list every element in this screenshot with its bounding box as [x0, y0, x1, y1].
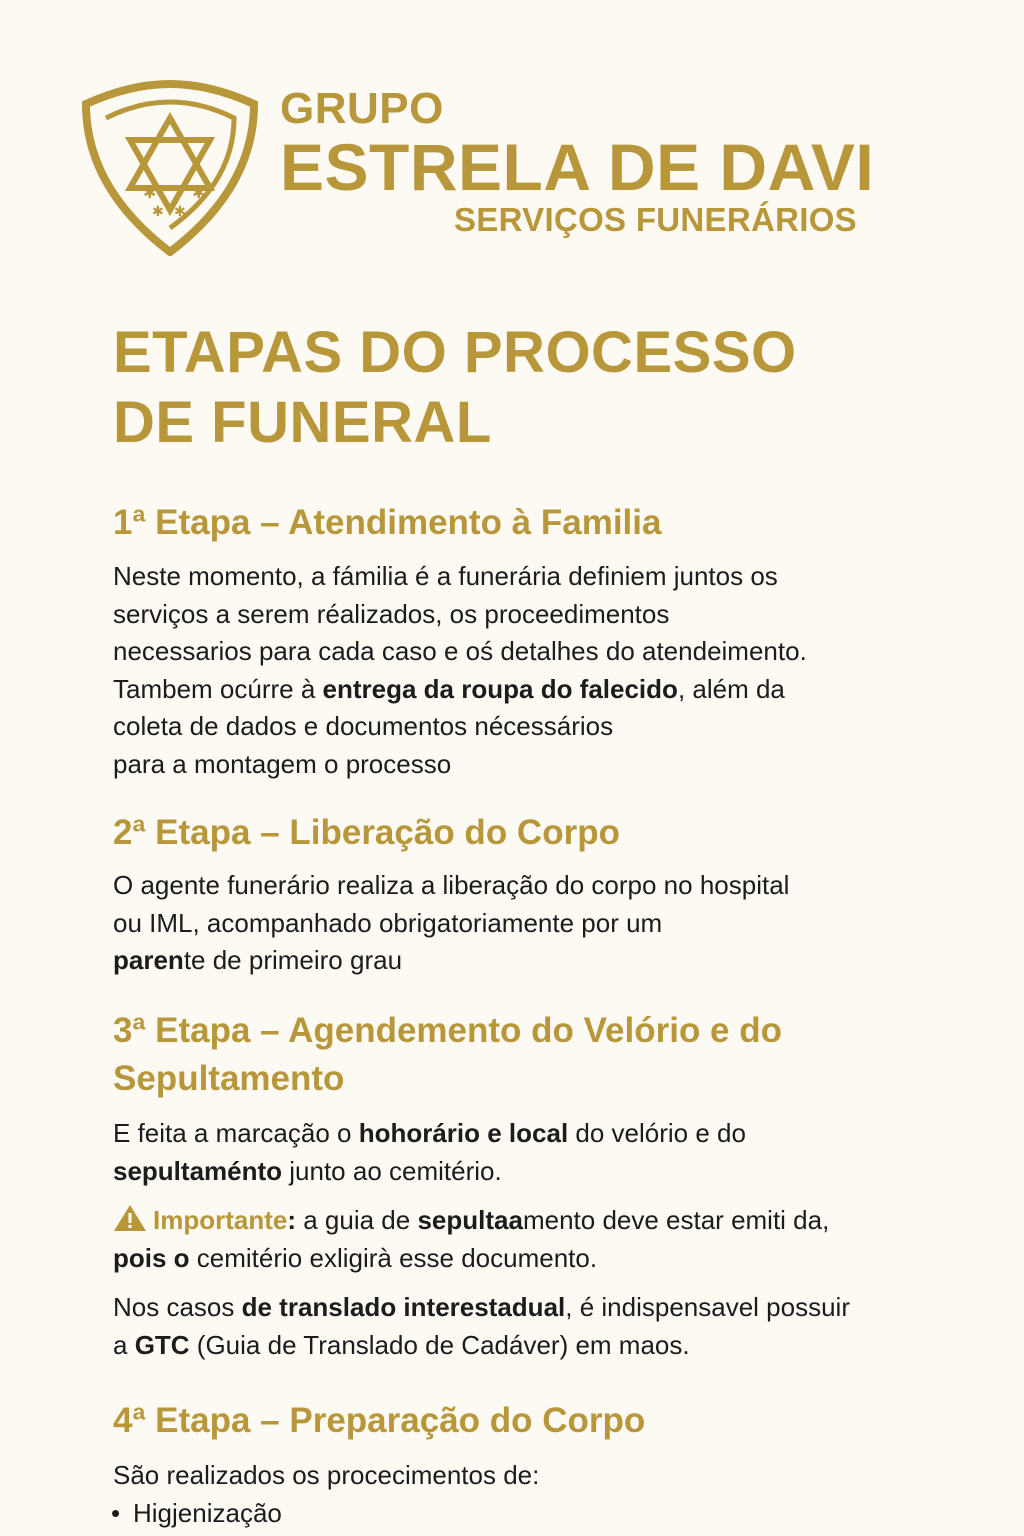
- step-1-line4-post: , além da: [677, 673, 785, 704]
- step-2-heading: 2ª Etapa – Liberação do Corpo: [113, 813, 620, 852]
- brand-tagline: SERVIÇOS FUNERÁRIOS: [454, 201, 857, 238]
- step-2-text: [113, 867, 973, 980]
- step-3-line: [113, 1153, 973, 1191]
- translado-post: , é indispensavel possuir: [565, 1292, 850, 1322]
- translado-bold: de translado interestadual: [241, 1292, 566, 1322]
- important-line: [113, 1202, 973, 1240]
- translado-line2-post: (Guia de Translado de Cadáver) em maos.: [189, 1329, 690, 1360]
- translado-note: [113, 1289, 973, 1364]
- important-line: [113, 1240, 973, 1278]
- list-item: [111, 1495, 973, 1532]
- step-3-p1-pre: E feita a marcação o: [113, 1118, 359, 1148]
- translado-line: [113, 1289, 973, 1327]
- list-item-label: Higjenização: [133, 1497, 282, 1528]
- svg-text:✱: ✱: [192, 183, 206, 202]
- step-1-line: [113, 671, 973, 709]
- step-1-line: coleta de dados e documentos nécessários: [113, 711, 614, 741]
- step-2-line: [113, 942, 973, 980]
- step-4: [113, 1397, 973, 1532]
- step-3-p1-bold: hohorário e local: [358, 1118, 569, 1148]
- step-4-list: [111, 1495, 973, 1532]
- important-line2-bold: pois o: [113, 1242, 190, 1273]
- step-3-p1-line2-post: junto ao cemitério.: [282, 1155, 502, 1186]
- step-1-line: para a montagem o processo: [113, 748, 452, 779]
- header: [80, 78, 960, 258]
- svg-text:✱: ✱: [174, 204, 186, 220]
- page-title-line2: DE FUNERAL: [113, 390, 492, 455]
- step-1-line4-pre: Tambem ocúrre à: [113, 673, 323, 704]
- important-colon: :: [287, 1205, 297, 1235]
- important-line2-post: cemitério exligirà esse documento.: [189, 1242, 598, 1273]
- brand: [280, 84, 980, 240]
- translado-line2-pre: a: [113, 1329, 135, 1360]
- step-3-line: [113, 1115, 973, 1153]
- shield-star-of-david-icon: [80, 78, 260, 256]
- step-4-intro: São realizados os procecimentos de:: [113, 1460, 540, 1490]
- step-4-heading: 4ª Etapa – Preparação do Corpo: [113, 1401, 646, 1440]
- step-3-heading-line2: Sepultamento: [113, 1059, 345, 1098]
- svg-text:✱: ✱: [152, 204, 164, 220]
- step-3-heading: [113, 1007, 973, 1103]
- step-3: [113, 1007, 973, 1364]
- page-title-line1: ETAPAS DO PROCESSO: [113, 320, 797, 385]
- step-3-p1-line2-bold: sepultaménto: [113, 1155, 283, 1186]
- step-1-text: [113, 558, 973, 783]
- important-label: Importante: [153, 1205, 288, 1235]
- step-2-line3-post: te de primeiro grau: [183, 945, 403, 975]
- step-2-line3-bold: paren: [113, 945, 184, 975]
- warning-triangle-icon: [113, 1204, 147, 1232]
- important-bold: sepultaa: [417, 1205, 523, 1235]
- step-1-line4-bold: entrega da roupa do falecido: [322, 673, 678, 704]
- step-2: [113, 809, 973, 980]
- gtc-label: GTC: [134, 1329, 190, 1360]
- page-title: [113, 318, 973, 458]
- brand-group-label: GRUPO: [280, 84, 444, 133]
- translado-line: [113, 1327, 973, 1365]
- step-3-heading-line1: 3ª Etapa – Agendemento do Velório e do: [113, 1011, 782, 1050]
- step-3-p1-post: do velório e do: [568, 1118, 746, 1148]
- important-post: mento deve estar emiti da,: [522, 1205, 830, 1235]
- brand-name: ESTRELA DE DAVI: [280, 130, 875, 204]
- step-1-line: necessarios para cada caso e oś detalhes do atendeimento.: [113, 636, 807, 666]
- important-pre: a guia de: [296, 1205, 418, 1235]
- step-2-line: ou IML, acompanhado obrigatoriamente por um: [113, 907, 663, 938]
- translado-pre: Nos casos: [113, 1292, 242, 1322]
- step-2-line: O agente funerário realiza a liberação do corpo no hospital: [113, 870, 790, 900]
- step-1-line: Neste momento, a fámilia é a funerária definiem juntos os: [113, 561, 778, 591]
- important-note: [113, 1202, 973, 1277]
- step-1-heading: 1ª Etapa – Atendimento à Familia: [113, 503, 662, 542]
- step-1-line: serviços a serem réalizados, os proceedimentos: [113, 598, 670, 629]
- bullet-icon: •: [111, 1497, 121, 1528]
- step-1: [113, 499, 973, 783]
- svg-text:✱: ✱: [143, 183, 157, 202]
- step-3-schedule-text: [113, 1115, 973, 1190]
